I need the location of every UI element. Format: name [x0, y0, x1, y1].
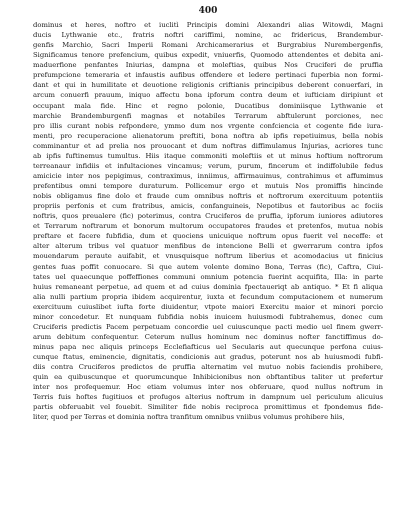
page-number: 400	[198, 6, 218, 16]
text-line: Significamus tenore prefencium, quibus expedit, vniuerfis, Quomodo attendentes et debita ani-	[33, 51, 383, 60]
text-line: pro illis curant nobis refpondere, ymmo dum nos vrgente confciencia et cogente fide iura-	[33, 121, 383, 130]
text-line: occupant mala fide. Hinc et regno polonie, Ducatibus dominiisque Lythwanie et	[33, 101, 383, 110]
text-line: ab ipfis fuftinemus tumultus. Hiis itaque commoniti moleftiis et ut minus hoftium noftrorum	[33, 151, 383, 160]
text-line: cunque ftatus, eminencie, dignitatis, condicionis aut gradus, poterunt nos ab huiusmodi fubfi-	[33, 353, 383, 362]
text-line: prefumpcione temeraria et infaustis aufibus offendere et ledere pertinaci fuperbia non formi-	[33, 71, 383, 80]
text-line: arcum conuerfi prauum, iniquo affectu bona ipforum contra deum et iufticiam diripiunt et	[33, 91, 383, 100]
text-line: inter nos profequemur. Hoc etiam volumus inter nos obferuare, quod nullus noftrum in	[33, 383, 383, 392]
text-line: menti, pro recuperacione alienatorum preftiti, bona noftra ab ipfis repetiuimus, bella nobis	[33, 131, 383, 140]
body-text	[33, 20, 383, 423]
text-line: ducis Lythwanie etc., fratris noftri cariffimi, nomine, ac fridericus, Brandembur-	[33, 31, 383, 40]
text-line: liter, quod per Terras et dominia noftra tranfitum omnibus vniibus volumus prohibere hiis,	[33, 413, 345, 422]
text-line: prefentibus omni tempore duraturum. Pollicemur ergo et mutuis Nos promiffis hincinde	[33, 182, 383, 190]
text-line: tates uel quaecunque poffeffiones communi omnium potencia fuerint acquifita, Illa: in parte	[33, 272, 383, 281]
text-line: arum debitum confequentur. Ceterum nullus hominum nec dominus nofter fanctiffimus do-	[33, 332, 383, 341]
text-line: et Terrarum noftrarum et bonorum multorum occupatores fraudes et pretenfos, mutua nobis	[33, 222, 383, 231]
text-line: alia nulli partium propria ibidem acquirentur, iuxta et fecundum computacionem et numerum	[33, 292, 383, 301]
text-line: terreanaur infidiis et infultaciones vincamus; verum, purum, fincerum et indiffolubile fedus	[33, 161, 383, 170]
text-line: noftris, quos preualere (fic) poterimus, contra Cruciferos de pruffia, ipforum iuniores adiutores	[33, 212, 383, 221]
text-line: dant et qui in humilitate et deuotione religionis criftianis principibus deberent conuerfari, in	[33, 81, 383, 90]
text-line: nobis obligamus fine dolo et fraude cum omnibus noftris et noftrorum exercituum potentiis	[33, 192, 383, 201]
text-line: gentes fuas poffit conuocare. Si que autem volente domino Bona, Terras (fic), Caftra, Ciui-	[33, 262, 383, 271]
text-line: minor concedetur. Et nunquam fubfidia nobis inuicem huiusmodi fubtrahemus, donec cum	[33, 312, 383, 321]
text-line: maduerfione penfantes Iniurias, dampna et moleftias, quibus Nos Cruciferi de pruffia	[33, 61, 383, 70]
text-line: alter alterum tribus vel quatuor menfibus de intencione Belli et gwerrarum contra ipfos	[33, 242, 383, 251]
text-line: huius remaneant perpetue, ad quem et ad cuius dominia fpectaueriqt ab antiquo. * Et fi aliqua	[33, 282, 383, 291]
text-line: comminantur et ad prelia nos prouocant et dum noftras diffimulamus Injurias, acriores tunc	[33, 141, 383, 150]
text-line: Terris fuis hoftes fugitiuos et profugos alterius noftrum in dampnum uel periculum alicuius	[33, 393, 383, 402]
text-line: amicicie inter nos pepigimus, contraximus, inniimus, affirmauimus, contrahimus et affumimus	[33, 171, 383, 180]
text-line: marchie Brandemburgenfi magnas et notabiles Terrarum abftulerunt porciones, nec	[33, 111, 383, 120]
text-line: propriis perfonis et cum fratribus, amicis, confanguineis, Nepotibus et fautoribus ac fociis	[33, 202, 383, 211]
text-line: Cruciferis predictis Pacem perpetuam concordie uel cuiuscunque pacti medio uel finem gwerr-	[33, 322, 383, 331]
text-line: diis contra Cruciferos predictos de pruffia alternatim vel mutuo nobis faciendis prohibere,	[33, 363, 383, 372]
text-line: genfis Marchio, Sacri Imperii Romani Archicamerarius et Burgrabius Nurembergenfis,	[33, 41, 383, 50]
text-line: exercituum cuiuslibet iufta forte diuidentur, vtpote maiori Exercitu maior et minori porcio	[33, 302, 383, 311]
text-line: preftare et facere fubfidia, dum et quociens unicuique noftrum opus fuerit vel neceffe: et	[33, 232, 383, 241]
text-line: dominus et heres, noftro et iuclitì Principis domini Alexandri alias Witowdi, Magni	[33, 21, 383, 29]
text-line: quin ea quibuscunque et quorumcunque Inhibicionibus non obftantibus taliter ut prefertur	[33, 373, 383, 382]
text-line: mouendarum peraute auifabit, et vnusquisque noftrum liberius et acomodacius ut finicius	[33, 252, 383, 261]
text-line: partis obferuabit vel fouebit. Similiter fide nobis reciproca promittimus et fpondemus fide-	[33, 403, 383, 412]
text-line: minus papa nec aliquis princeps Ecclefiafticus uel Secularis aut quecunque perfona cuius-	[33, 343, 383, 351]
